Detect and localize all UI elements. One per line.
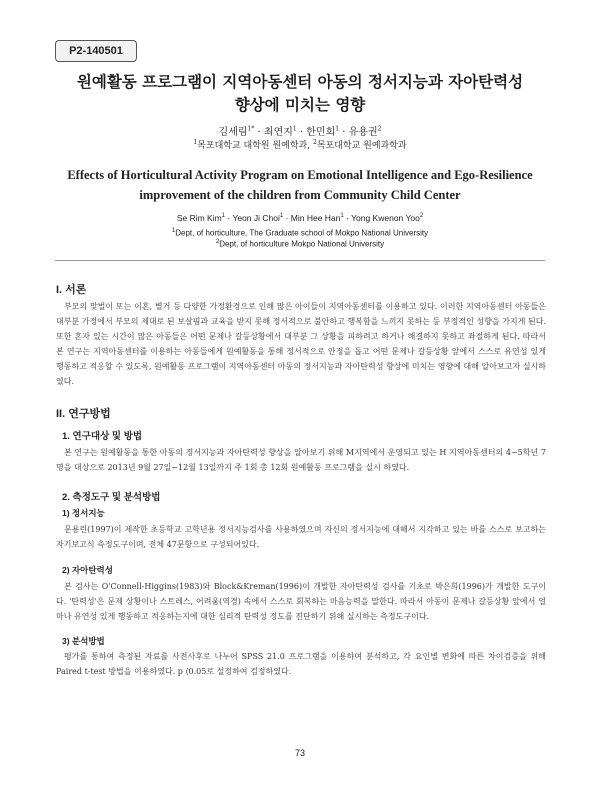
emotional-intelligence-paragraph: 문용린(1997)이 제작한 초등학교 고학년용 정서지능검사를 사용하였으며 자신의 정서지능에 대해서 지각하고 있는 바를 스스로 보고하는 자기보고식 측정도구이며, 전체 47문항으로 구성되어있다. <box>56 525 546 549</box>
ego-resilience-paragraph: 본 검사는 O'Connell-Higgins(1983)와 Block&Kreman(1996)이 개발한 자아탄력성 검사를 기초로 박은희(1996)가 개발한 도구이다. '탄력성'은 문제 상황이나 스트레스, 어려움(역경) 속에서 스스로 회복하는 마음능력을 말한다. 따라서 아동이 문제나 갈등상황 앞에서 얼마나 유연성 있게 행동하고 적응하는지에 대한 심리적 탄력성 정도를 진단하기 위해 실시하는 측정도구이다. <box>56 582 546 621</box>
affiliation-sup: 1 <box>171 228 176 234</box>
affiliation-sup: 2 <box>312 139 317 146</box>
affiliation-text: 목포대학교 대학원 원예학과, <box>197 141 311 151</box>
english-authors <box>40 213 560 223</box>
section-divider <box>55 260 545 261</box>
english-affiliation-1 <box>40 228 560 238</box>
author-separator: · <box>343 213 352 223</box>
subsection-1-paragraph: 본 연구는 원예활동을 통한 아동의 정서지능과 자아탄력성 향상을 알아보기 위해 M지역에서 운영되고 있는 H 지역아동센터의 4~5학년 7명을 대상으로 2013년 9월 27일~12월 13일까지 주 1회 총 12회 원예활동 프로그램을 실시 하였다. <box>56 448 546 472</box>
intro-heading: I. 서론 <box>56 284 87 296</box>
emotional-intelligence-heading: 1) 정서지능 <box>62 508 105 518</box>
affiliation-text: 목포대학교 원예과학과 <box>316 141 407 151</box>
author-name: 김세림 <box>218 127 248 138</box>
ego-resilience-heading: 2) 자아탄력성 <box>62 565 113 575</box>
author-name: Se Rim Kim <box>176 213 222 223</box>
analysis-method-paragraph: 평가를 통하여 측정된 자료를 사전사후로 나누어 SPSS 21.0 프로그램을 이용하여 분석하고, 각 요인별 변화에 따른 차이검증을 위해 Paired t-test 방법을 이용하였다. p ⟨0.05로 설정하여 검정하였다. <box>56 652 546 676</box>
intro-paragraph: 부모의 맞벌이 또는 이혼, 별거 등 다양한 가정환경으로 인해 많은 아이들이 지역아동센터를 이용하고 있다. 이러한 지역아동센터 아동들은 대부분 가정에서 부모의 제대로 된 보살핌과 교육을 받지 못해 정서적으로 불안하고 행복함을 느끼지 못하는 등 부정적인 성향을 가지게 된다. 또한 혼자 있는 시간이 많은 아동들은 어떤 문제나 갈등상황에서 대부분 그 상황을 피하려고 하거나 해결하지 못하고 좌절하게 된다. 따라서 본 연구는 지역아동센터를 이용하는 아동들에게 원예활동을 통해 정서적으로 안정을 돕고 어떤 문제나 갈등상황 앞에서 스스로 유연성 있게 행동하고 적응할 수 있도록, 원예활동 프로그램이 지역아동센터 아동의 정서지능과 자아탄력성 향상에 미치는 영향에 대해 알아보고자 실시하였다. <box>56 302 546 386</box>
affiliation-text: Dept, of horticulture Mokpo National University <box>219 239 385 249</box>
author-sup: 1 <box>279 213 284 220</box>
author-sup: 1* <box>247 125 255 133</box>
english-affiliation-2 <box>40 239 560 249</box>
subsection-1-heading: 1. 연구대상 및 방법 <box>62 431 143 442</box>
page-number: 73 <box>294 748 305 758</box>
methods-heading: II. 연구방법 <box>56 408 111 420</box>
author-separator: · <box>296 127 307 138</box>
korean-affiliations <box>40 138 560 151</box>
author-name: 최연지 <box>263 127 293 138</box>
english-title-line-1: Effects of Horticultural Activity Program on Emotional Intelligence and Ego-Resilience <box>67 168 533 182</box>
author-sup: 2 <box>419 213 424 220</box>
korean-authors <box>40 123 560 138</box>
affiliation-text: Dept, of horticulture, The Graduate school of Mokpo National University <box>175 228 429 238</box>
subsection-2-heading: 2. 측정도구 및 분석방법 <box>62 492 161 503</box>
affiliation-sup: 2 <box>215 239 220 245</box>
korean-title-line-2: 향상에 미치는 영향 <box>234 95 366 114</box>
author-name: 유용권 <box>348 127 378 138</box>
abstract-id-badge: P2-140501 <box>55 40 137 62</box>
author-sup: 1 <box>221 213 226 220</box>
author-name: Yong Kwenon Yoo <box>351 213 420 223</box>
author-sup: 1 <box>335 125 340 133</box>
author-name: Min Hee Han <box>290 213 341 223</box>
author-separator: · <box>254 127 264 138</box>
author-sup: 1 <box>292 125 297 133</box>
author-separator: · <box>283 213 291 223</box>
author-separator: · <box>225 213 233 223</box>
korean-title-line-1: 원예활동 프로그램이 지역아동센터 아동의 정서지능과 자아탄력성 <box>76 72 524 91</box>
author-sup: 1 <box>340 213 344 220</box>
analysis-method-heading: 3) 분석방법 <box>62 636 105 646</box>
author-name: Yeon Ji Choi <box>232 213 280 223</box>
english-title-line-2: improvement of the children from Community Child Center <box>139 188 461 202</box>
author-sup: 2 <box>377 125 382 133</box>
author-name: 한민희 <box>306 127 336 138</box>
affiliation-sup: 1 <box>193 139 198 146</box>
author-separator: · <box>339 127 349 138</box>
